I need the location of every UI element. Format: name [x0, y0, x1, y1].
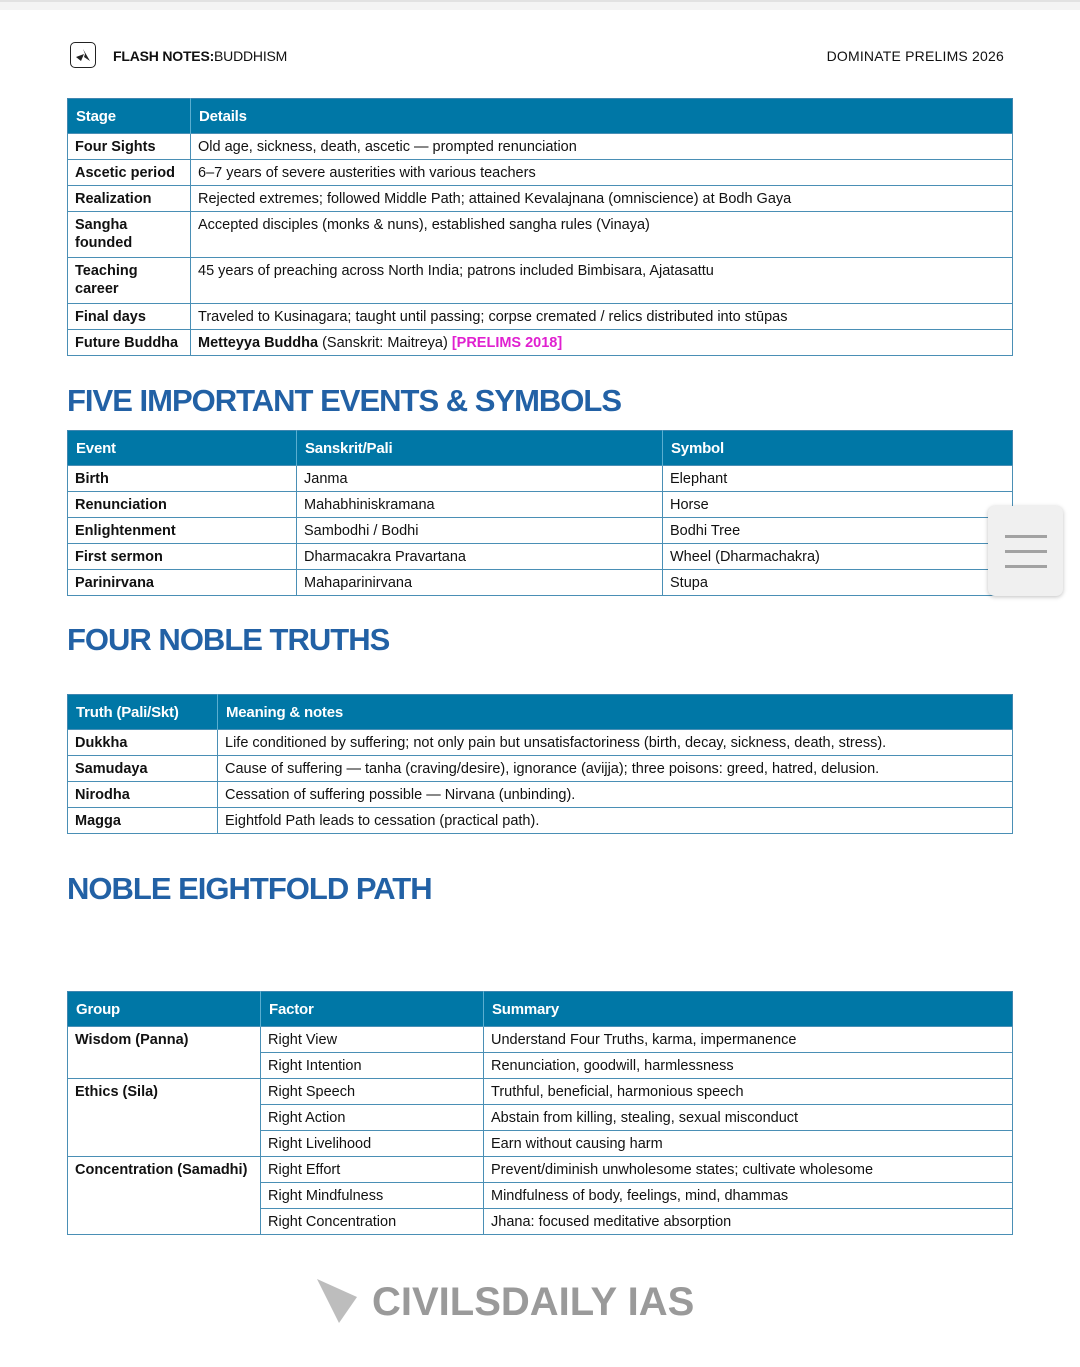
symbol-cell: Stupa: [663, 570, 1013, 596]
hamburger-menu-button[interactable]: [988, 506, 1063, 596]
stage-cell: Four Sights: [68, 134, 191, 160]
column-header-truth: Truth (Pali/Skt): [68, 695, 218, 730]
summary-cell: Jhana: focused meditative absorption: [484, 1209, 1013, 1235]
group-cell: Concentration (Samadhi): [68, 1157, 261, 1235]
table-row: [68, 466, 1013, 492]
section-title-path: NOBLE EIGHTFOLD PATH: [67, 871, 432, 906]
symbol-cell: Elephant: [663, 466, 1013, 492]
stage-cell: Future Buddha: [68, 330, 191, 356]
column-header-group: Group: [68, 992, 261, 1027]
factor-cell: Right Livelihood: [261, 1131, 484, 1157]
group-cell: Wisdom (Panna): [68, 1027, 261, 1079]
table-row: [68, 1027, 1013, 1053]
factor-cell: Right View: [261, 1027, 484, 1053]
table-row: [68, 756, 1013, 782]
summary-cell: Earn without causing harm: [484, 1131, 1013, 1157]
meaning-cell: Life conditioned by suffering; not only pain but unsatisfactoriness (birth, decay, sickness, death, stress).: [218, 730, 1013, 756]
event-cell: First sermon: [68, 544, 297, 570]
factor-cell: Right Action: [261, 1105, 484, 1131]
table-row: [68, 212, 1013, 258]
life-stages-table: [67, 98, 1013, 356]
column-header-meaning: Meaning & notes: [218, 695, 1013, 730]
details-cell: 45 years of preaching across North India; patrons included Bimbisara, Ajatasattu: [191, 258, 1013, 304]
column-header-details: Details: [191, 99, 1013, 134]
symbol-cell: Bodhi Tree: [663, 518, 1013, 544]
truth-cell: Samudaya: [68, 756, 218, 782]
hamburger-line: [1005, 565, 1047, 568]
table-row: [68, 1157, 1013, 1183]
column-header-symbol: Symbol: [663, 431, 1013, 466]
column-header-event: Event: [68, 431, 297, 466]
truths-table: [67, 694, 1013, 834]
event-cell: Renunciation: [68, 492, 297, 518]
table-row: [68, 186, 1013, 212]
term-cell: Mahaparinirvana: [297, 570, 663, 596]
details-cell: Old age, sickness, death, ascetic — prompted renunciation: [191, 134, 1013, 160]
eightfold-path-table: [67, 991, 1013, 1235]
table-row: [68, 492, 1013, 518]
term-cell: Sambodhi / Bodhi: [297, 518, 663, 544]
factor-cell: Right Concentration: [261, 1209, 484, 1235]
event-cell: Birth: [68, 466, 297, 492]
page-header: [70, 42, 1004, 72]
factor-cell: Right Effort: [261, 1157, 484, 1183]
term-cell: Janma: [297, 466, 663, 492]
stage-cell: Ascetic period: [68, 160, 191, 186]
table-row: [68, 1079, 1013, 1105]
event-cell: Enlightenment: [68, 518, 297, 544]
summary-cell: Understand Four Truths, karma, impermanence: [484, 1027, 1013, 1053]
summary-cell: Truthful, beneficial, harmonious speech: [484, 1079, 1013, 1105]
meaning-cell: Eightfold Path leads to cessation (practical path).: [218, 808, 1013, 834]
document-title: [113, 48, 287, 64]
summary-cell: Renunciation, goodwill, harmlessness: [484, 1053, 1013, 1079]
factor-cell: Right Speech: [261, 1079, 484, 1105]
prelims-tag: [PRELIMS 2018]: [451, 335, 563, 351]
factor-cell: Right Intention: [261, 1053, 484, 1079]
column-header-summary: Summary: [484, 992, 1013, 1027]
stage-cell: Realization: [68, 186, 191, 212]
group-cell: Ethics (Sila): [68, 1079, 261, 1157]
table-row: [68, 808, 1013, 834]
details-cell: Accepted disciples (monks & nuns), established sangha rules (Vinaya): [191, 212, 1013, 258]
events-table: [67, 430, 1013, 596]
stage-cell: Sangha founded: [68, 212, 191, 258]
table-row: [68, 544, 1013, 570]
column-header-stage: Stage: [68, 99, 191, 134]
future-buddha-name: Metteyya Buddha: [198, 335, 319, 351]
watermark-logo-icon: [317, 1279, 357, 1323]
hamburger-menu-icon: [1005, 535, 1047, 538]
details-cell: Rejected extremes; followed Middle Path; attained Kevalajnana (omniscience) at Bodh Gaya: [191, 186, 1013, 212]
section-title-events: FIVE IMPORTANT EVENTS & SYMBOLS: [67, 383, 622, 418]
details-cell: [191, 330, 1013, 356]
column-header-factor: Factor: [261, 992, 484, 1027]
symbol-cell: Wheel (Dharmachakra): [663, 544, 1013, 570]
section-title-truths: FOUR NOBLE TRUTHS: [67, 622, 390, 657]
table-row: [68, 134, 1013, 160]
truth-cell: Magga: [68, 808, 218, 834]
term-cell: Mahabhiniskramana: [297, 492, 663, 518]
details-cell: 6–7 years of severe austerities with various teachers: [191, 160, 1013, 186]
summary-cell: Prevent/diminish unwholesome states; cultivate wholesome: [484, 1157, 1013, 1183]
document-title-subject: BUDDHISM: [214, 48, 288, 64]
table-row: [68, 160, 1013, 186]
future-buddha-note: (Sanskrit: Maitreya): [318, 335, 452, 351]
symbol-cell: Horse: [663, 492, 1013, 518]
table-row: [68, 258, 1013, 304]
truth-cell: Nirodha: [68, 782, 218, 808]
term-cell: Dharmacakra Pravartana: [297, 544, 663, 570]
truth-cell: Dukkha: [68, 730, 218, 756]
event-cell: Parinirvana: [68, 570, 297, 596]
watermark: [67, 1265, 1013, 1335]
meaning-cell: Cessation of suffering possible — Nirvana (unbinding).: [218, 782, 1013, 808]
document-title-bold: FLASH NOTES:: [113, 48, 215, 64]
column-header-term: Sanskrit/Pali: [297, 431, 663, 466]
summary-cell: Mindfulness of body, feelings, mind, dhammas: [484, 1183, 1013, 1209]
summary-cell: Abstain from killing, stealing, sexual misconduct: [484, 1105, 1013, 1131]
details-cell: Traveled to Kusinagara; taught until passing; corpse cremated / relics distributed into stūpas: [191, 304, 1013, 330]
paper-plane-logo-icon: [70, 42, 96, 68]
table-row: [68, 304, 1013, 330]
table-row: [68, 730, 1013, 756]
hamburger-line: [1005, 550, 1047, 553]
table-row: [68, 570, 1013, 596]
table-row: [68, 782, 1013, 808]
table-row: [68, 330, 1013, 356]
table-row: [68, 518, 1013, 544]
document-tagline: DOMINATE PRELIMS 2026: [826, 48, 1004, 64]
factor-cell: Right Mindfulness: [261, 1183, 484, 1209]
meaning-cell: Cause of suffering — tanha (craving/desire), ignorance (avijja); three poisons: greed, hatred, delusion.: [218, 756, 1013, 782]
page-content: [67, 98, 1013, 1235]
watermark-text: CIVILSDAILY IAS: [372, 1280, 695, 1324]
viewer-top-bar: [0, 0, 1080, 10]
stage-cell: Final days: [68, 304, 191, 330]
stage-cell: Teaching career: [68, 258, 191, 304]
